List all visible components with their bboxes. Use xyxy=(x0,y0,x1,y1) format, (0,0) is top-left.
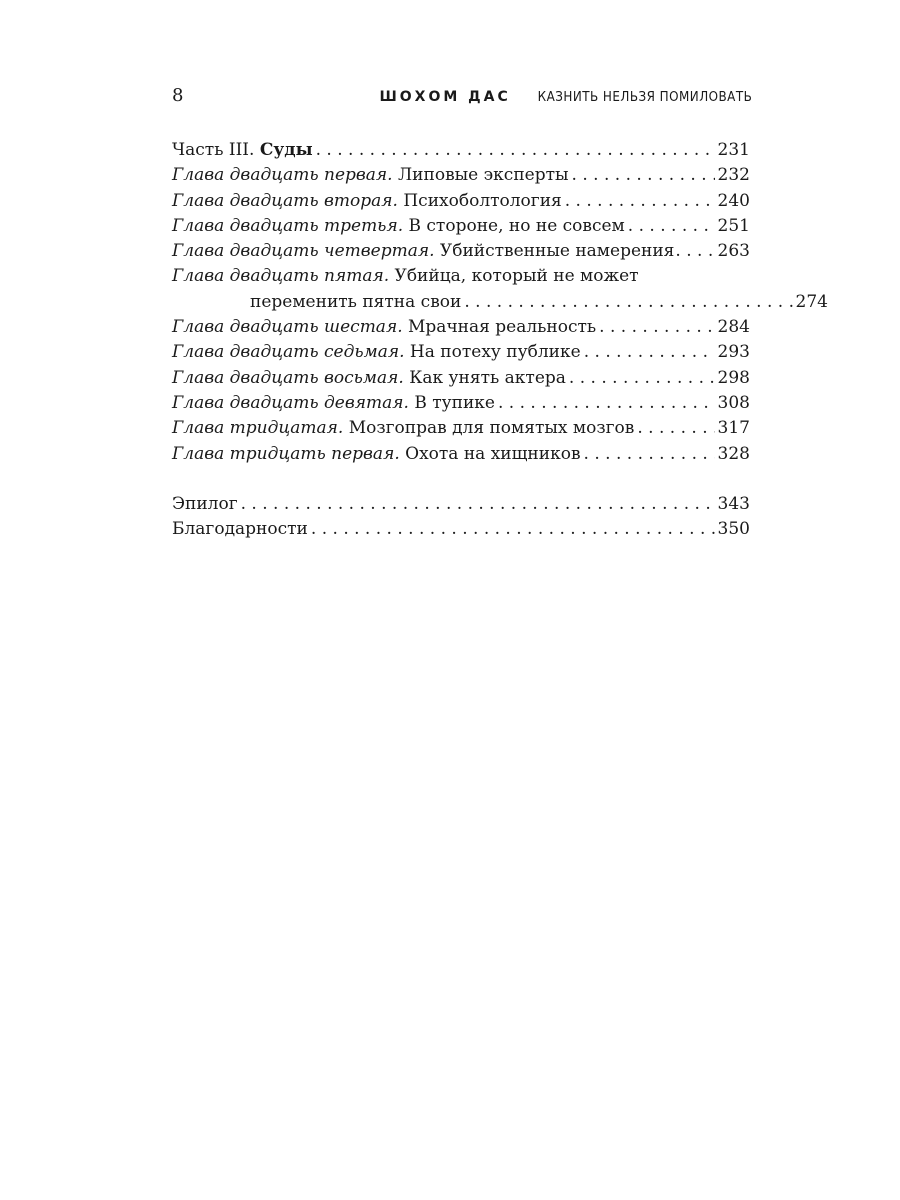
toc-entry-title xyxy=(172,138,313,163)
dot-leader xyxy=(599,315,714,340)
chapter-label: Глава двадцать первая. xyxy=(172,165,393,186)
toc-entry-chapter-24[interactable] xyxy=(172,239,750,264)
page-number: 8 xyxy=(172,85,184,106)
toc-entry-title xyxy=(172,163,569,188)
chapter-title: Психоболтология xyxy=(403,190,562,211)
toc-page-number: 251 xyxy=(717,215,750,236)
dot-leader xyxy=(584,340,715,365)
chapter-label: Глава двадцать шестая. xyxy=(172,317,403,338)
toc-page-number: 263 xyxy=(717,241,750,262)
toc-entry-title xyxy=(172,416,634,441)
dot-leader xyxy=(675,239,716,264)
toc-entry-title: Эпилог xyxy=(172,493,238,514)
chapter-title: Как унять актера xyxy=(409,367,566,388)
chapter-title: В тупике xyxy=(414,392,495,413)
toc-page-number: 293 xyxy=(717,342,750,363)
chapter-title: Мозгоправ для помятых мозгов xyxy=(348,418,635,439)
chapter-label: Глава двадцать вторая. xyxy=(172,190,398,211)
dot-leader xyxy=(316,138,715,163)
chapter-label: Глава двадцать пятая. xyxy=(172,266,390,287)
toc-entry-title xyxy=(172,214,625,239)
dot-leader xyxy=(498,391,715,416)
chapter-label: Глава двадцать восьмая. xyxy=(172,367,404,388)
dot-leader xyxy=(584,442,715,467)
chapter-title: Мрачная реальность xyxy=(408,317,597,338)
toc-entry-chapter-25[interactable] xyxy=(172,264,828,315)
running-head-book-title: КАЗНИТЬ НЕЛЬЗЯ ПОМИЛОВАТЬ xyxy=(537,90,752,105)
toc-entry-title: Благодарности xyxy=(172,519,308,540)
toc-page-number: 232 xyxy=(717,165,750,186)
toc-page-number: 317 xyxy=(717,418,750,439)
toc-page-number: 240 xyxy=(717,190,750,211)
running-head-right xyxy=(379,86,752,108)
toc-entry-title xyxy=(172,189,562,214)
toc-page-number: 343 xyxy=(717,493,750,514)
table-of-contents xyxy=(172,138,828,542)
toc-entry-chapter-29[interactable] xyxy=(172,391,750,416)
part-label: Часть III. xyxy=(172,140,255,160)
chapter-label: Глава двадцать третья. xyxy=(172,215,404,236)
running-head-author: ШОХОМ ДАС xyxy=(379,89,511,105)
toc-entry-chapter-21[interactable] xyxy=(172,163,750,188)
toc-entry-chapter-26[interactable] xyxy=(172,315,750,340)
chapter-title-continued: переменить пятна свои xyxy=(250,291,462,312)
running-head xyxy=(172,83,752,109)
chapter-label: Глава двадцать четвертая. xyxy=(172,241,435,262)
chapter-label: Глава двадцать седьмая. xyxy=(172,342,405,363)
dot-leader xyxy=(241,492,715,517)
part-title: Суды xyxy=(259,140,313,160)
dot-leader xyxy=(628,214,715,239)
toc-entry-title xyxy=(172,366,566,391)
chapter-title: Убийца, который не может xyxy=(394,266,639,287)
chapter-title: Липовые эксперты xyxy=(398,165,569,186)
toc-entry-continuation xyxy=(172,290,828,315)
chapter-title: Охота на хищников xyxy=(405,443,581,464)
toc-entry-acknowledgements[interactable] xyxy=(172,517,750,542)
chapter-label: Глава двадцать девятая. xyxy=(172,392,409,413)
dot-leader xyxy=(569,366,715,391)
toc-page-number: 274 xyxy=(795,291,828,312)
toc-entry-chapter-28[interactable] xyxy=(172,366,750,391)
dot-leader xyxy=(565,189,715,214)
chapter-title: Убийственные намерения xyxy=(439,241,675,262)
toc-entry-chapter-30[interactable] xyxy=(172,416,750,441)
toc-page-number: 284 xyxy=(717,317,750,338)
toc-entry-first-line xyxy=(172,264,750,289)
chapter-label: Глава тридцатая. xyxy=(172,418,344,439)
toc-page-number: 328 xyxy=(717,443,750,464)
chapter-label: Глава тридцать первая. xyxy=(172,443,400,464)
toc-entry-title xyxy=(172,239,674,264)
chapter-title: На потеху публике xyxy=(409,342,581,363)
toc-page-number: 350 xyxy=(717,519,750,540)
toc-entry-chapter-23[interactable] xyxy=(172,214,750,239)
toc-entry-epilogue[interactable] xyxy=(172,492,750,517)
toc-entry-chapter-31[interactable] xyxy=(172,442,750,467)
toc-entry-chapter-27[interactable] xyxy=(172,340,750,365)
dot-leader xyxy=(637,416,714,441)
toc-page-number: 298 xyxy=(717,367,750,388)
dot-leader xyxy=(311,517,715,542)
section-spacer xyxy=(172,467,750,492)
toc-entry-title xyxy=(172,442,581,467)
dot-leader xyxy=(464,290,792,315)
toc-entry-chapter-22[interactable] xyxy=(172,189,750,214)
dot-leader xyxy=(572,163,715,188)
toc-entry-title xyxy=(172,315,596,340)
toc-page-number: 231 xyxy=(717,140,750,160)
chapter-title: В стороне, но не совсем xyxy=(408,215,625,236)
toc-entry-part-3[interactable] xyxy=(172,138,750,163)
toc-entry-title xyxy=(172,340,581,365)
toc-page-number: 308 xyxy=(717,392,750,413)
toc-entry-title xyxy=(172,391,495,416)
